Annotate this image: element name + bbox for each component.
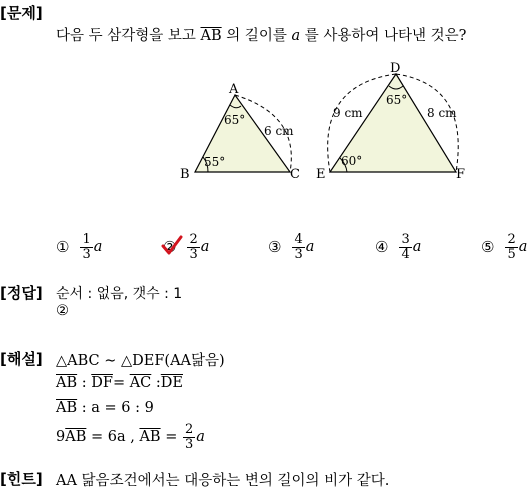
choice-4-fraction: $\frac{3}{4}$ [401, 231, 410, 262]
choice-2[interactable]: ② $\frac{2}{3}$ a [163, 231, 210, 262]
answer-line1: 순서 : 없음, 갯수 : 1 [56, 286, 183, 302]
choice-5-fraction: $\frac{2}{5}$ [507, 231, 516, 262]
angle-a-label: 65° [224, 113, 246, 127]
choice-3-fraction: $\frac{4}{3}$ [294, 231, 303, 262]
choice-5[interactable]: ⑤ $\frac{2}{5}$ a [481, 231, 527, 262]
hint-text: AA 닮음조건에서는 대응하는 변의 길이의 비가 같다. [56, 473, 390, 489]
choice-3-number: ③ [268, 238, 282, 256]
explanation-line3: $\overline{AB}$ : a = 6 : 9 [56, 400, 154, 416]
question-segment: $\overline{AB}$ [200, 28, 222, 44]
question-variable: a [291, 28, 301, 44]
choice-5-number: ⑤ [481, 238, 495, 256]
label-e: E [316, 167, 326, 182]
explanation-line2: $\overline{AB}$ : $\overline{DF}= \overline{AC}$ $:\overline{DE}$ [56, 375, 183, 391]
choice-4[interactable]: ④ $\frac{3}{4}$ a [375, 231, 422, 262]
question-mid: 의 길이를 [221, 28, 292, 44]
choice-4-number: ④ [375, 238, 389, 256]
label-f: F [456, 167, 466, 182]
choice-1-number: ① [56, 238, 70, 256]
choice-2-number: ② [163, 238, 177, 256]
side-df-label: 8 cm [427, 106, 457, 120]
label-c: C [290, 167, 300, 182]
explanation-line4: 9 $\overline{AB}$ = 6a , $\overline{AB}$ = $\frac{2}{3}$ a [56, 421, 205, 452]
angle-b-label: 55° [204, 155, 226, 169]
checkmark-icon [161, 234, 183, 256]
explanation-header: [해설] [0, 350, 43, 368]
question-suffix: 를 사용하여 나타낸 것은? [300, 28, 467, 44]
choice-2-fraction: $\frac{2}{3}$ [189, 231, 198, 262]
answer-line2: ② [56, 303, 69, 319]
question-prefix: 다음 두 삼각형을 보고 [56, 28, 201, 44]
side-ac-label: 6 cm [264, 124, 294, 138]
label-a: A [229, 82, 239, 97]
side-de-label: 9 cm [333, 106, 363, 120]
choice-3[interactable]: ③ $\frac{4}{3}$ a [268, 231, 315, 262]
label-b: B [180, 167, 190, 182]
angle-d-label: 65° [386, 93, 408, 107]
answer-header: [정답] [0, 284, 43, 302]
explanation-line1: △ABC ∼ △DEF(AA닮음) [56, 353, 225, 369]
label-d: D [390, 61, 401, 76]
choice-1[interactable]: ① $\frac{1}{3}$ a [56, 231, 103, 262]
choice-1-fraction: $\frac{1}{3}$ [82, 231, 91, 262]
question-header: [문제] [0, 4, 43, 22]
hint-header: [힌트] [0, 470, 43, 488]
angle-e-label: 60° [341, 154, 363, 168]
